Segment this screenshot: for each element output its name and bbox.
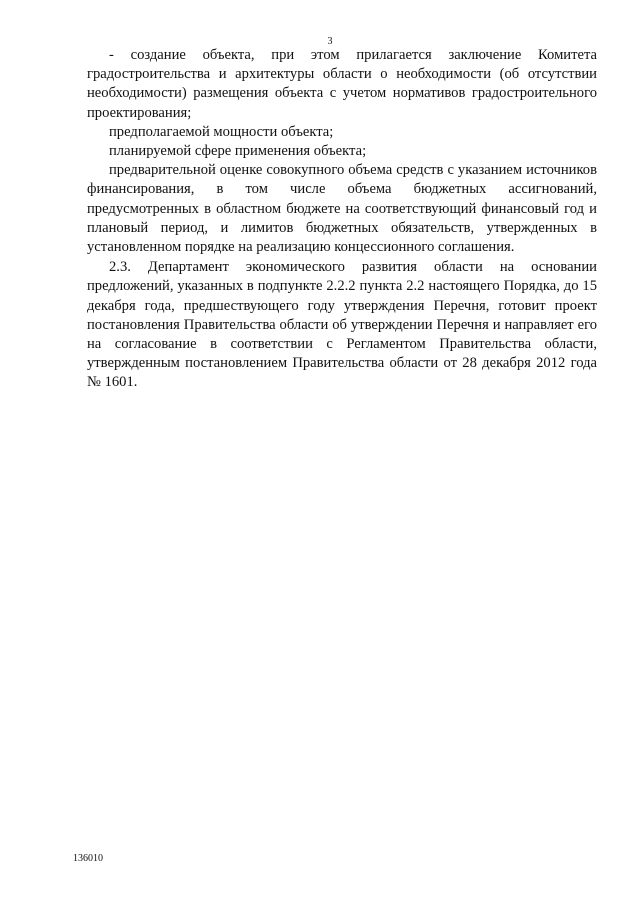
paragraph-funding-estimate: предварительной оценке совокупного объема средств с указанием источников финансирования, в том числе объема бюджетных ассигнований, предусмотренных в областном бюджете на соответствующий финансовый год и плановый период, и лимитов бюджетных обязательств, утвержденных в установленном порядке на реализацию концессионного соглашения. [87,162,597,256]
page-number: 3 [327,36,333,47]
paragraph-section-2-3: 2.3. Департамент экономического развития области на основании предложений, указанных в подпункте 2.2.2 пункта 2.2 настоящего Порядка, до 15 декабря года, предшествующего году утверждения Перечня, готовит проект постановления Правительства области об утверждении Перечня и направляет его на согласование в соответствии с Регламентом Правительства области, утвержденным постановлением Правительства области от 28 декабря 2012 года № 1601. [87,259,597,391]
document-body [87,46,597,393]
footer-code: 136010 [73,853,103,864]
paragraph-object-creation: - создание объекта, при этом прилагается заключение Комитета градостроительства и архитектуры области о необходимости (об отсутствии необходимости) размещения объекта с учетом нормативов градостроительного проектирования; [87,47,597,121]
paragraph-scope: планируемой сфере применения объекта; [109,143,367,160]
paragraph-capacity: предполагаемой мощности объекта; [109,123,334,140]
